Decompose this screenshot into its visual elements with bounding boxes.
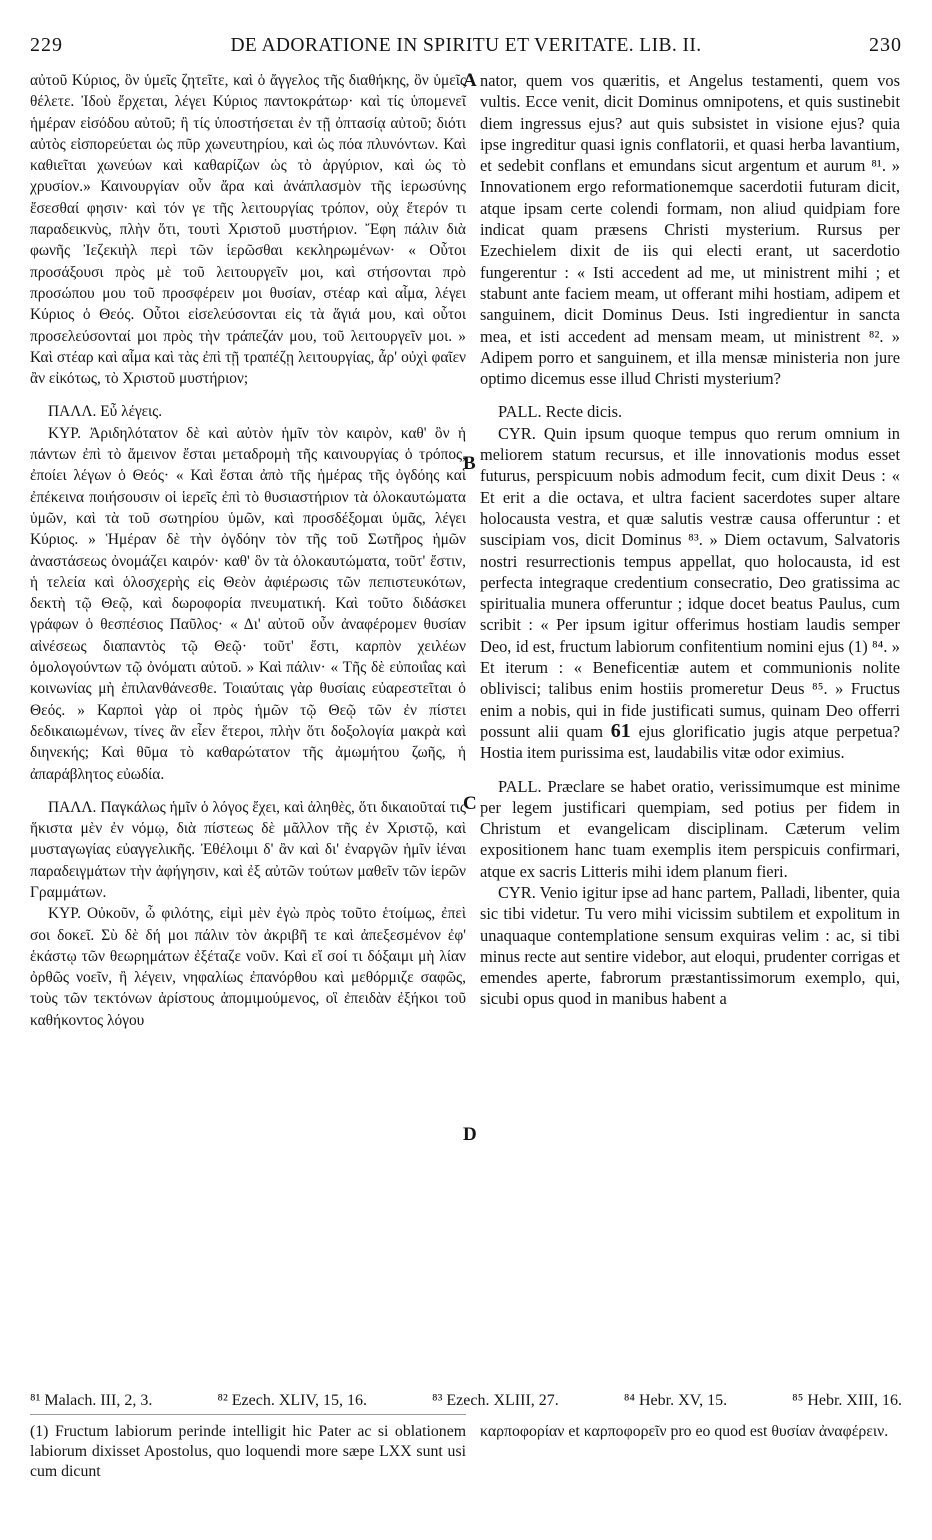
greek-paragraph: αὐτοῦ Κύριος, ὃν ὑμεῖς ζητεῖτε, καὶ ὁ ἄγγελος τῆς διαθήκης, ὃν ὑμεῖς θέλετε. Ἰδοὺ ἔρχεται, λέγει Κύριος παντοκράτωρ· καὶ τίς ὑπομενεῖ ἡμέραν εἰσόδου αὐτοῦ; ἢ τίς ὑποστήσεται ἐν τῇ ὀπτασίᾳ αὐτοῦ; διότι αὐτὸς εἰσπορεύεται ὡς πῦρ χωνευτηρίου, καὶ ὡς πόα πλυνόντων. Καὶ καθιεῖται χωνεύων καὶ καθαρίζων ὡς τὸ ἀργύριον, καὶ ὡς τὸ χρυσίον.» Καινουργίαν οὖν ἄρα καὶ ἀνάπλασμὸν τῆς ἱερωσύνης ἔσεσθαί φησιν· καὶ τόν γε τῆς λειτουργίας τρόπον, οὐχ ἕτερόν τι παραδεικνὺς, πλὴν ὅτι, τουτὶ Χριστοῦ μυστήριον. Ἔφη πάλιν διὰ φωνῆς Ἰεζεκιὴλ περὶ τῶν ἱερῶσθαι κεκληρωμένων· « Οὗτοι προσάξουσι πρὸς μὲ τοῦ λειτουργεῖν μοι, καὶ στήσονται πρὸ προσώπου μου τοῦ προσφέρειν μοι θυσίαν, στέαρ καὶ αἷμα, λέγει Κύριος ὁ Θεός. Οὗτοι εἰσελεύσονται εἰς τὰ ἅγιά μου, καὶ οὗτοι προσελεύσονταί μοι πρὸς τὴν τράπεζάν μου, τοῦ λειτουργεῖν μοι. » Καὶ στέαρ καὶ αἷμα καὶ τὰς ἐπὶ τῇ τραπέζῃ λειτουργίας, ἆρ' οὐχὶ φαῖεν ἂν εἰκότως, τὸ Χριστοῦ μυστήριον; xyxy=(30,72,466,388)
section-marker-b: B xyxy=(463,453,476,474)
footnote: ⁸² Ezech. XLIV, 15, 16. xyxy=(217,1392,367,1409)
running-header xyxy=(30,34,902,60)
scripture-footnotes xyxy=(30,1392,902,1410)
footnote: ⁸⁵ Hebr. XIII, 16. xyxy=(792,1392,902,1409)
latin-text: ejus glorificatio jugis atque perpetua? Hostia item purissima est, laudabilis vitæ odor eximius. xyxy=(480,721,900,763)
section-marker-c: C xyxy=(463,793,477,814)
section-marker-a: A xyxy=(463,70,477,91)
latin-paragraph: nator, quem vos quæritis, et Angelus testamenti, quem vos vultis. Ecce venit, dicit Dominus omnipotens, et quis sustinebit diem ingressus ejus? aut quis subsistet in visione ejus? quia ipse ingreditur quasi ignis conflatorii, et quasi herba lavantium, et sedebit conflans et emundans sicut argentum et aurum ⁸¹. » Innovationem ergo reformationemque sacerdotii futuram dicit, atque ipsam certe colendi formam, non aliud quidpiam fore indicat quam præsens Christi mysterium. Rursus per Ezechielem dixit de iis qui electi erant, ut sacerdotio fungerentur : « Isti accedent ad me, ut ministrent mihi ; et stabunt ante faciem meam, ut offerant mihi hostiam, adipem et sanguinem, dicit Dominus Deus. Isti ingredientur in sancta mea, et isti accedent ad mensam meam, ut ministrent ⁸². » Adipem porro et sanguinem, et illa mensæ ministeria non jure optimo dicemus esse illud Christi mysterium? xyxy=(480,71,900,389)
footnote: ⁸¹ Malach. III, 2, 3. xyxy=(30,1392,153,1409)
latin-text: CYR. Quin ipsum quoque tempus quo rerum omnium in meliorem statum recursus, et ille innovationis modus esset futurus, perspicuum nobis admodum fecit, cum dixit Deus : « Et erit a die octava, et ultra facient sacerdotes super altare holocausta vestra, et quæ salutis vestræ causa offeruntur : et suscipiam vos, dicit Dominus ⁸³. » Diem octavum, Salvatoris nostri resurrectionis tempus appellat, quo holocausta, id est perfecta integraque credentium consecratio, Deo gratissima ac spiritualia munera offeruntur ; idque docet beatus Paulus, cum scribit : « Per ipsum igitur offerimus hostiam laudis semper Deo, id est, fructum labiorum confitentium nomini ejus (1) ⁸⁴. » Et iterum : « Beneficentiæ autem et communionis nolite oblivisci; talibus enim hostiis promeretur Deus ⁸⁵. » Fructus enim a nobis, qui in fide justificati sumus, quinam Deo offerri possunt alii quam xyxy=(480,423,900,741)
latin-paragraph xyxy=(480,423,900,764)
latin-column xyxy=(480,70,900,1010)
greek-paragraph: ΠΑΛΛ. Εὖ λέγεις. xyxy=(48,403,163,421)
latin-paragraph: PALL. Præclare se habet oratio, verissimumque est minime per legem justificari quempiam, sed potius per fidem in Christum et evangelicam disciplinam. Cæterum velim expositionem hanc tuam exemplis item perspicuis confirmari, atque ex sacris Litteris mihi idem planum fieri. xyxy=(480,776,900,881)
column-number: 61 xyxy=(610,719,631,742)
footnote-divider xyxy=(30,1414,466,1415)
footnote: ⁸³ Ezech. XLIII, 27. xyxy=(432,1392,559,1409)
editor-note-right: καρποφορίαν et καρποφορεῖν pro eo quod est θυσίαν ἀναφέρειν. xyxy=(480,1423,889,1440)
latin-paragraph: CYR. Venio igitur ipse ad hanc partem, Palladi, libenter, quia sic tibi videtur. Tu vero mihi vicissim subtilem et expolitum in unaquaque contemplatione sensum exquiras velim : ac, si tibi minus recte aut sentire videbor, aut eloqui, prudenter corrigas et emendes aperte, fabrorum præstantissimorum exemplo, qui, sicubi opus quod in manibus habent a xyxy=(480,882,900,1009)
greek-paragraph: ΚΥΡ. Οὐκοῦν, ὦ φιλότης, εἰμὶ μὲν ἐγὼ πρὸς τοῦτο ἑτοίμως, ἐπεὶ σοι δοκεῖ. Σὺ δὲ δή μοι πάλιν τὸν ἀκριβῆ τε καὶ ἀπεξεσμένον ἐφ' ἑκάστῳ τῶν θεωρημάτων ἐξέταζε νοῦν. Καὶ εἴ σοί τι δόξαιμι μὴ λίαν ὀρθῶς νοεῖν, ἢ λέγειν, νηφαλίως ἐπανόρθου καὶ μεθόρμιζε σαφῶς, τοὺς τῶν τεκτόνων ἀρίστους ἀπομιμούμενος, οἳ ἐπειδὰν ἐξήκοι τοῦ καθήκοντος λόγου xyxy=(30,905,466,1029)
page-number-left: 229 xyxy=(30,34,63,56)
footnote: ⁸⁴ Hebr. XV, 15. xyxy=(623,1392,728,1409)
greek-paragraph: ΚΥΡ. Ἀριδηλότατον δὲ καὶ αὐτὸν ἡμῖν τὸν καιρὸν, καθ' ὃν ἡ πάντων ἐπὶ τὸ ἄμεινον ἔσται μεταδρομὴ τῆς καινουργίας ὁ τρόπος, ἐποίει λέγων ὁ Θεός· « Καὶ ἔσται ἀπὸ τῆς ἡμέρας τῆς ὀγδόης καὶ ἐπέκεινα ποιήσουσιν οἱ ἱερεῖς ἐπὶ τὸ θυσιαστήριον τὰ ὁλοκαυτώματα ὑμῶν, καὶ τὰ τοῦ σωτηρίου ὑμῶν, καὶ προσδέξομαι ὑμᾶς, λέγει Κύριος. » Ἡμέραν δὲ τὴν ὀγδόην τὸν τῆς τοῦ Σωτῆρος ἡμῶν ἀναστάσεως ὀνομάζει καιρόν· καθ' ὃν τὰ ὁλοκαυτώματα, τοῦτ' ἔστιν, ἡ τελεία καὶ ὁλοσχερὴς εἰς Θεὸν ἀφιέρωσις τῶν πεπιστευκότων, δεκτὴ τῷ Θεῷ, καὶ δωροφορία πνευματική. Καὶ τοῦτο διδάσκει γράφων ὁ θεσπέσιος Παῦλος· « Δι' αὐτοῦ οὖν ἀναφέρομεν θυσίαν αἰνέσεως διαπαντὸς τῷ Θεῷ· τοῦτ' ἔστι, καρπὸν χειλέων ὁμολογούντων τῷ ὀνόματι αὐτοῦ. » Καὶ πάλιν· « Τῆς δὲ εὐποιΐας καὶ κοινωνίας μὴ ἐπιλανθάνεσθε. Τοιαύταις γὰρ θυσίαις εὐαρεστεῖται ὁ Θεός. » Καρποὶ γὰρ οἱ πρὸς ἡμῶν τῷ Θεῷ τῶν ἐν πίστει δεδικαιωμένων, τίνες ἂν εἶεν ἕτεροι, πλὴν ὅτι δοξολογία μακρὰ καὶ διηνεκής; Καὶ θῦμα τὸ καθαρώτατον τῆς ἀμωμήτου ζωῆς, ἡ ἀπαράβλητος εὐωδία. xyxy=(30,424,466,783)
running-title: DE ADORATIONE IN SPIRITU ET VERITATE. LIB. II. xyxy=(230,35,702,56)
greek-paragraph: ΠΑΛΛ. Παγκάλως ἡμῖν ὁ λόγος ἔχει, καὶ ἀληθὲς, ὅτι δικαιοῦταί τις ἥκιστα μὲν ἐν νόμῳ, διὰ πίστεως δὲ μᾶλλον τῆς ἐν Χριστῷ, καὶ μυσταγωγίας εὐαγγελικῆς. Ἐθέλοιμι δ' ἂν καὶ δι' ἐναργῶν ἡμῖν ἰέναι παραδειγμάτων τὴν ἀφήγησιν, καὶ ἐξ αὐτῶν τούτων μαθεῖν τῶν ἱερῶν Γραμμάτων. xyxy=(30,798,466,901)
section-marker-d: D xyxy=(463,1124,477,1145)
latin-paragraph: PALL. Recte dicis. xyxy=(498,402,623,422)
page-number-right: 230 xyxy=(869,34,902,56)
editor-note-left: (1) Fructum labiorum perinde intelligit hic Pater ac si oblationem labiorum dixisset Apostolus, quo loquendi more sæpe LXX sunt usi cum dicunt xyxy=(30,1423,466,1480)
greek-column xyxy=(30,70,466,1031)
